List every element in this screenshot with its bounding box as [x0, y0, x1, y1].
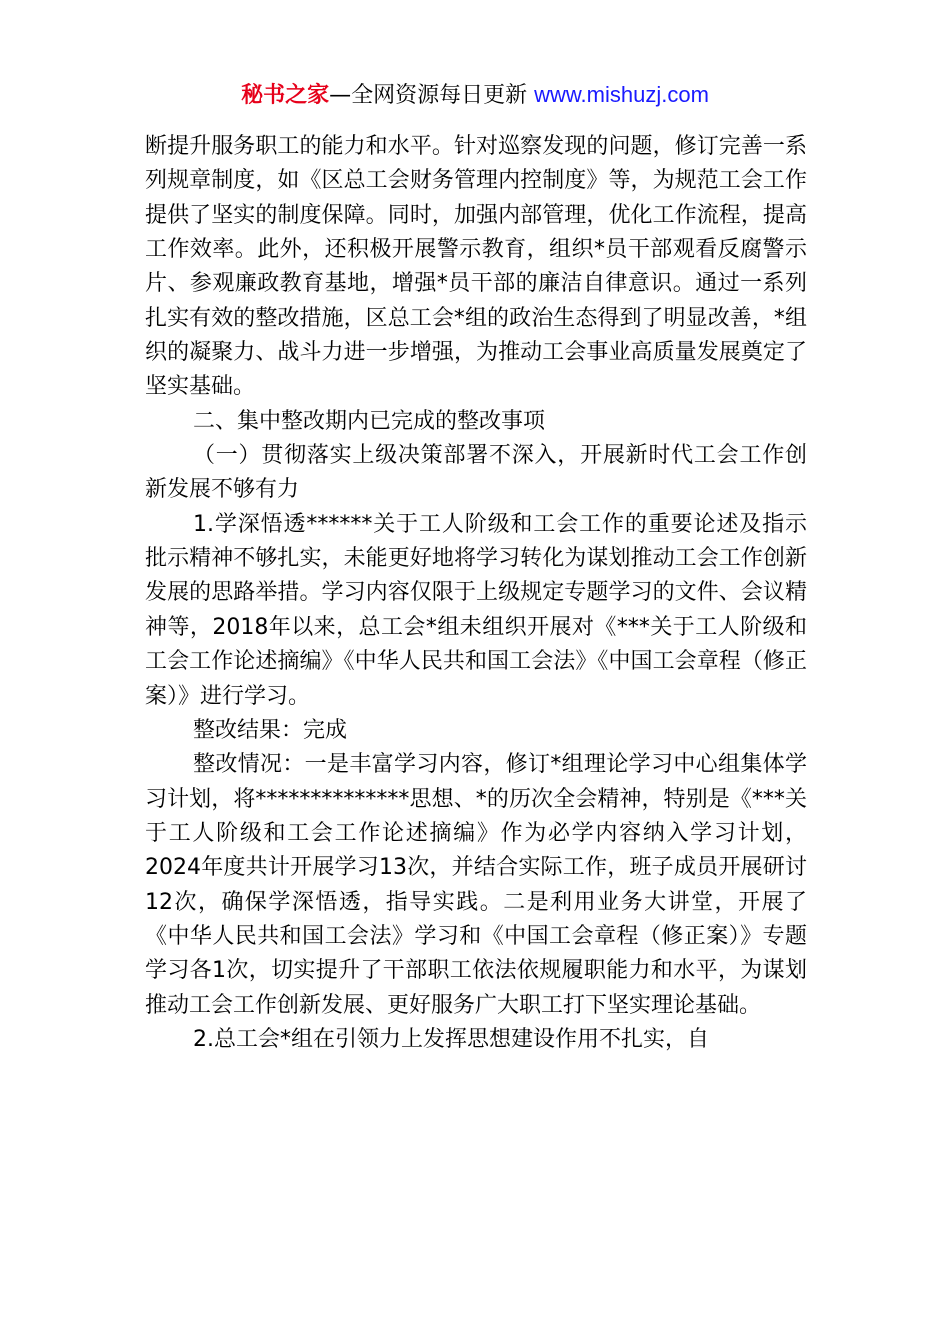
- item-paragraph-1: 1.学深悟透******关于工人阶级和工会工作的重要论述及指示批示精神不够扎实，未能更好地将学习转化为谋划推动工会工作创新发展的思路举措。学习内容仅限于上级规定专题学习的文件、会议精神等，2018年以来，总工会*组未组织开展对《***关于工人阶级和工会工作论述摘编》《中华人民共和国工会法》《中国工会章程（修正案）》进行学习。: [145, 511, 807, 709]
- item-paragraph-2: 2.总工会*组在引领力上发挥思想建设作用不扎实，自: [193, 1026, 709, 1052]
- rectification-details: 整改情况：一是丰富学习内容，修订*组理论学习中心组集体学习计划，将**************思想、*的历次全会精神，特别是《***关于工人阶级和工会工作论述摘编》作为必学内容纳入学习计划，2024年度共计开展学习13次，并结合实际工作，班子成员开展研讨12次，确保学深悟透，指导实践。二是利用业务大讲堂，开展了《中华人民共和国工会法》学习和《中国工会章程（修正案）》专题学习各1次，切实提升了干部职工依法依规履职能力和水平，为谋划推动工会工作创新发展、更好服务广大职工打下坚实理论基础。: [145, 752, 807, 1018]
- header-dash: —: [329, 83, 352, 108]
- header-tagline: 全网资源每日更新: [351, 83, 528, 108]
- site-brand: 秘书之家: [241, 83, 330, 108]
- subsection-heading: （一）贯彻落实上级决策部署不深入，开展新时代工会工作创新发展不够有力: [145, 443, 807, 503]
- document-body: [145, 130, 807, 1057]
- site-url-link[interactable]: www.mishuzj.com: [534, 82, 709, 107]
- paragraph-continuation: 断提升服务职工的能力和水平。针对巡察发现的问题，修订完善一系列规章制度，如《区总工会财务管理内控制度》等，为规范工会工作提供了坚实的制度保障。同时，加强内部管理，优化工作流程，提高工作效率。此外，还积极开展警示教育，组织*员干部观看反腐警示片、参观廉政教育基地，增强*员干部的廉洁自律意识。通过一系列扎实有效的整改措施，区总工会*组的政治生态得到了明显改善，*组织的凝聚力、战斗力进一步增强，为推动工会事业高质量发展奠定了坚实基础。: [145, 134, 807, 400]
- rectification-result: 整改结果：完成: [193, 717, 348, 743]
- site-header: [0, 80, 950, 111]
- section-heading: 二、集中整改期内已完成的整改事项: [193, 408, 546, 434]
